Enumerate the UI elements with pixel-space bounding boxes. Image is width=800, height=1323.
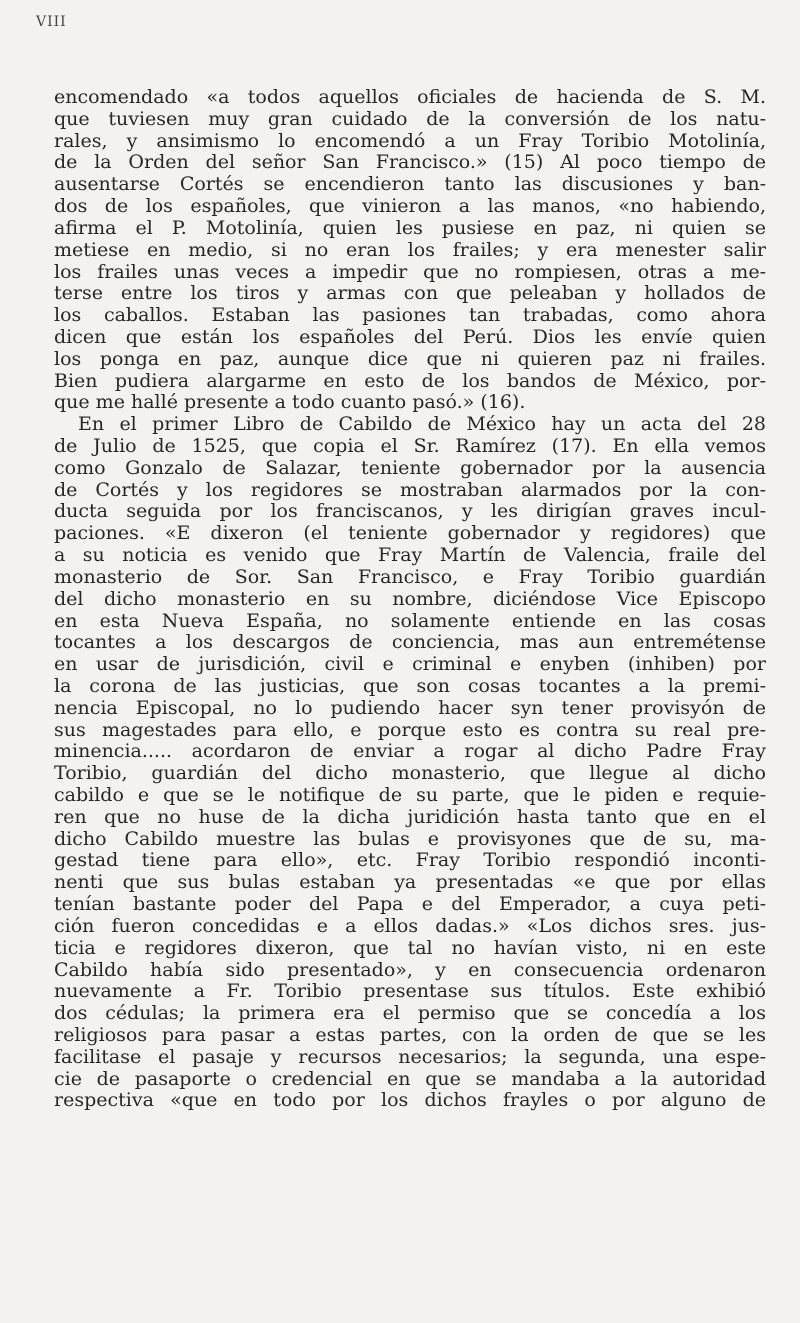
text-line: paciones. «E dixeron (el teniente gobernador y regidores) que: [54, 522, 766, 545]
text-line: los caballos. Estaban las pasiones tan trabadas, como ahora: [54, 304, 766, 327]
text-line: que tuviesen muy gran cuidado de la conversión de los natu-: [54, 107, 766, 130]
text-line: del dicho monasterio en su nombre, diciéndose Vice Episcopo: [54, 587, 766, 610]
text-line: ción fueron concedidas e a ellos dadas.» «Los dichos sres. jus-: [54, 914, 766, 937]
text-line: metiese en medio, si no eran los frailes; y era menester salir: [54, 238, 766, 261]
text-line: como Gonzalo de Salazar, teniente gobernador por la ausencia: [54, 456, 766, 479]
text-line: la corona de las justicias, que son cosas tocantes a la premi-: [54, 674, 766, 697]
text-line: de Julio de 1525, que copia el Sr. Ramírez (17). En ella vemos: [54, 435, 766, 457]
text-line: tocantes a los descargos de conciencia, mas aun entremétense: [54, 631, 766, 654]
text-line: los ponga en paz, aunque dice que ni quieren paz ni frailes.: [54, 347, 766, 370]
text-line: minencia..... acordaron de enviar a rogar al dicho Padre Fray: [54, 740, 766, 763]
text-line: nencia Episcopal, no lo pudiendo hacer syn tener provisyón de: [54, 696, 766, 719]
text-line: cabildo e que se le notifique de su parte, que le piden e requie-: [54, 784, 766, 806]
text-line: Toribio, guardián del dicho monasterio, que llegue al dicho: [54, 762, 766, 785]
text-line: tenían bastante poder del Papa e del Emperador, a cuya peti-: [54, 893, 766, 916]
text-line: rales, y ansimismo lo encomendó a un Fray Toribio Motolinía,: [54, 129, 766, 152]
text-line: encomendado «a todos aquellos oficiales de hacienda de S. M.: [54, 86, 766, 108]
text-line: nuevamente a Fr. Toribio presentase sus títulos. Este exhibió: [54, 980, 766, 1003]
body-text: [54, 87, 766, 1112]
text-line: gestad tiene para ello», etc. Fray Toribio respondió inconti-: [54, 849, 766, 872]
text-line: sus magestades para ello, e porque esto es contra su real pre-: [54, 718, 766, 741]
text-line: en esta Nueva España, no solamente entiende en las cosas: [54, 609, 766, 632]
text-line: de Cortés y los regidores se mostraban alarmados por la con-: [54, 478, 766, 501]
text-line: ren que no huse de la dicha juridición hasta tanto que en el: [54, 805, 766, 828]
text-line: de la Orden del señor San Francisco.» (15) Al poco tiempo de: [54, 151, 766, 174]
text-line: que me hallé presente a todo cuanto pasó.» (16).: [54, 391, 526, 414]
text-line: ducta seguida por los franciscanos, y les dirigían graves incul-: [54, 500, 766, 523]
text-line: dos de los españoles, que vinieron a las manos, «no habiendo,: [54, 195, 766, 218]
text-line: a su noticia es venido que Fray Martín de Valencia, fraile del: [54, 544, 766, 567]
text-line: dicho Cabildo muestre las bulas e provisyones que de su, ma-: [54, 827, 766, 850]
text-line: cie de pasaporte o credencial en que se mandaba a la autoridad: [54, 1067, 766, 1090]
text-line: ausentarse Cortés se encendieron tanto las discusiones y ban-: [54, 173, 766, 196]
text-line: nenti que sus bulas estaban ya presentadas «e que por ellas: [54, 871, 766, 894]
text-line: respectiva «que en todo por los dichos frayles o por alguno de: [54, 1089, 766, 1112]
text-line: Cabildo había sido presentado», y en consecuencia ordenaron: [54, 958, 766, 981]
text-line: En el primer Libro de Cabildo de México hay un acta del 28: [78, 413, 766, 436]
text-line: facilitase el pasaje y recursos necesarios; la segunda, una espe-: [54, 1045, 766, 1068]
page-number: VIII: [36, 14, 67, 30]
text-line: en usar de jurisdición, civil e criminal e enyben (inhiben) por: [54, 653, 766, 676]
text-line: dos cédulas; la primera era el permiso que se concedía a los: [54, 1002, 766, 1025]
text-line: terse entre los tiros y armas con que peleaban y hollados de: [54, 282, 766, 305]
text-line: Bien pudiera alargarme en esto de los bandos de México, por-: [54, 369, 766, 392]
text-line: afirma el P. Motolinía, quien les pusiese en paz, ni quien se: [54, 216, 766, 239]
text-line: monasterio de Sor. San Francisco, e Fray Toribio guardián: [54, 565, 766, 588]
text-line: ticia e regidores dixeron, que tal no havían visto, ni en este: [54, 936, 766, 959]
text-line: los frailes unas veces a impedir que no rompiesen, otras a me-: [54, 260, 766, 283]
text-line: religiosos para pasar a estas partes, con la orden de que se les: [54, 1023, 766, 1046]
text-line: dicen que están los españoles del Perú. Dios les envíe quien: [54, 325, 766, 348]
